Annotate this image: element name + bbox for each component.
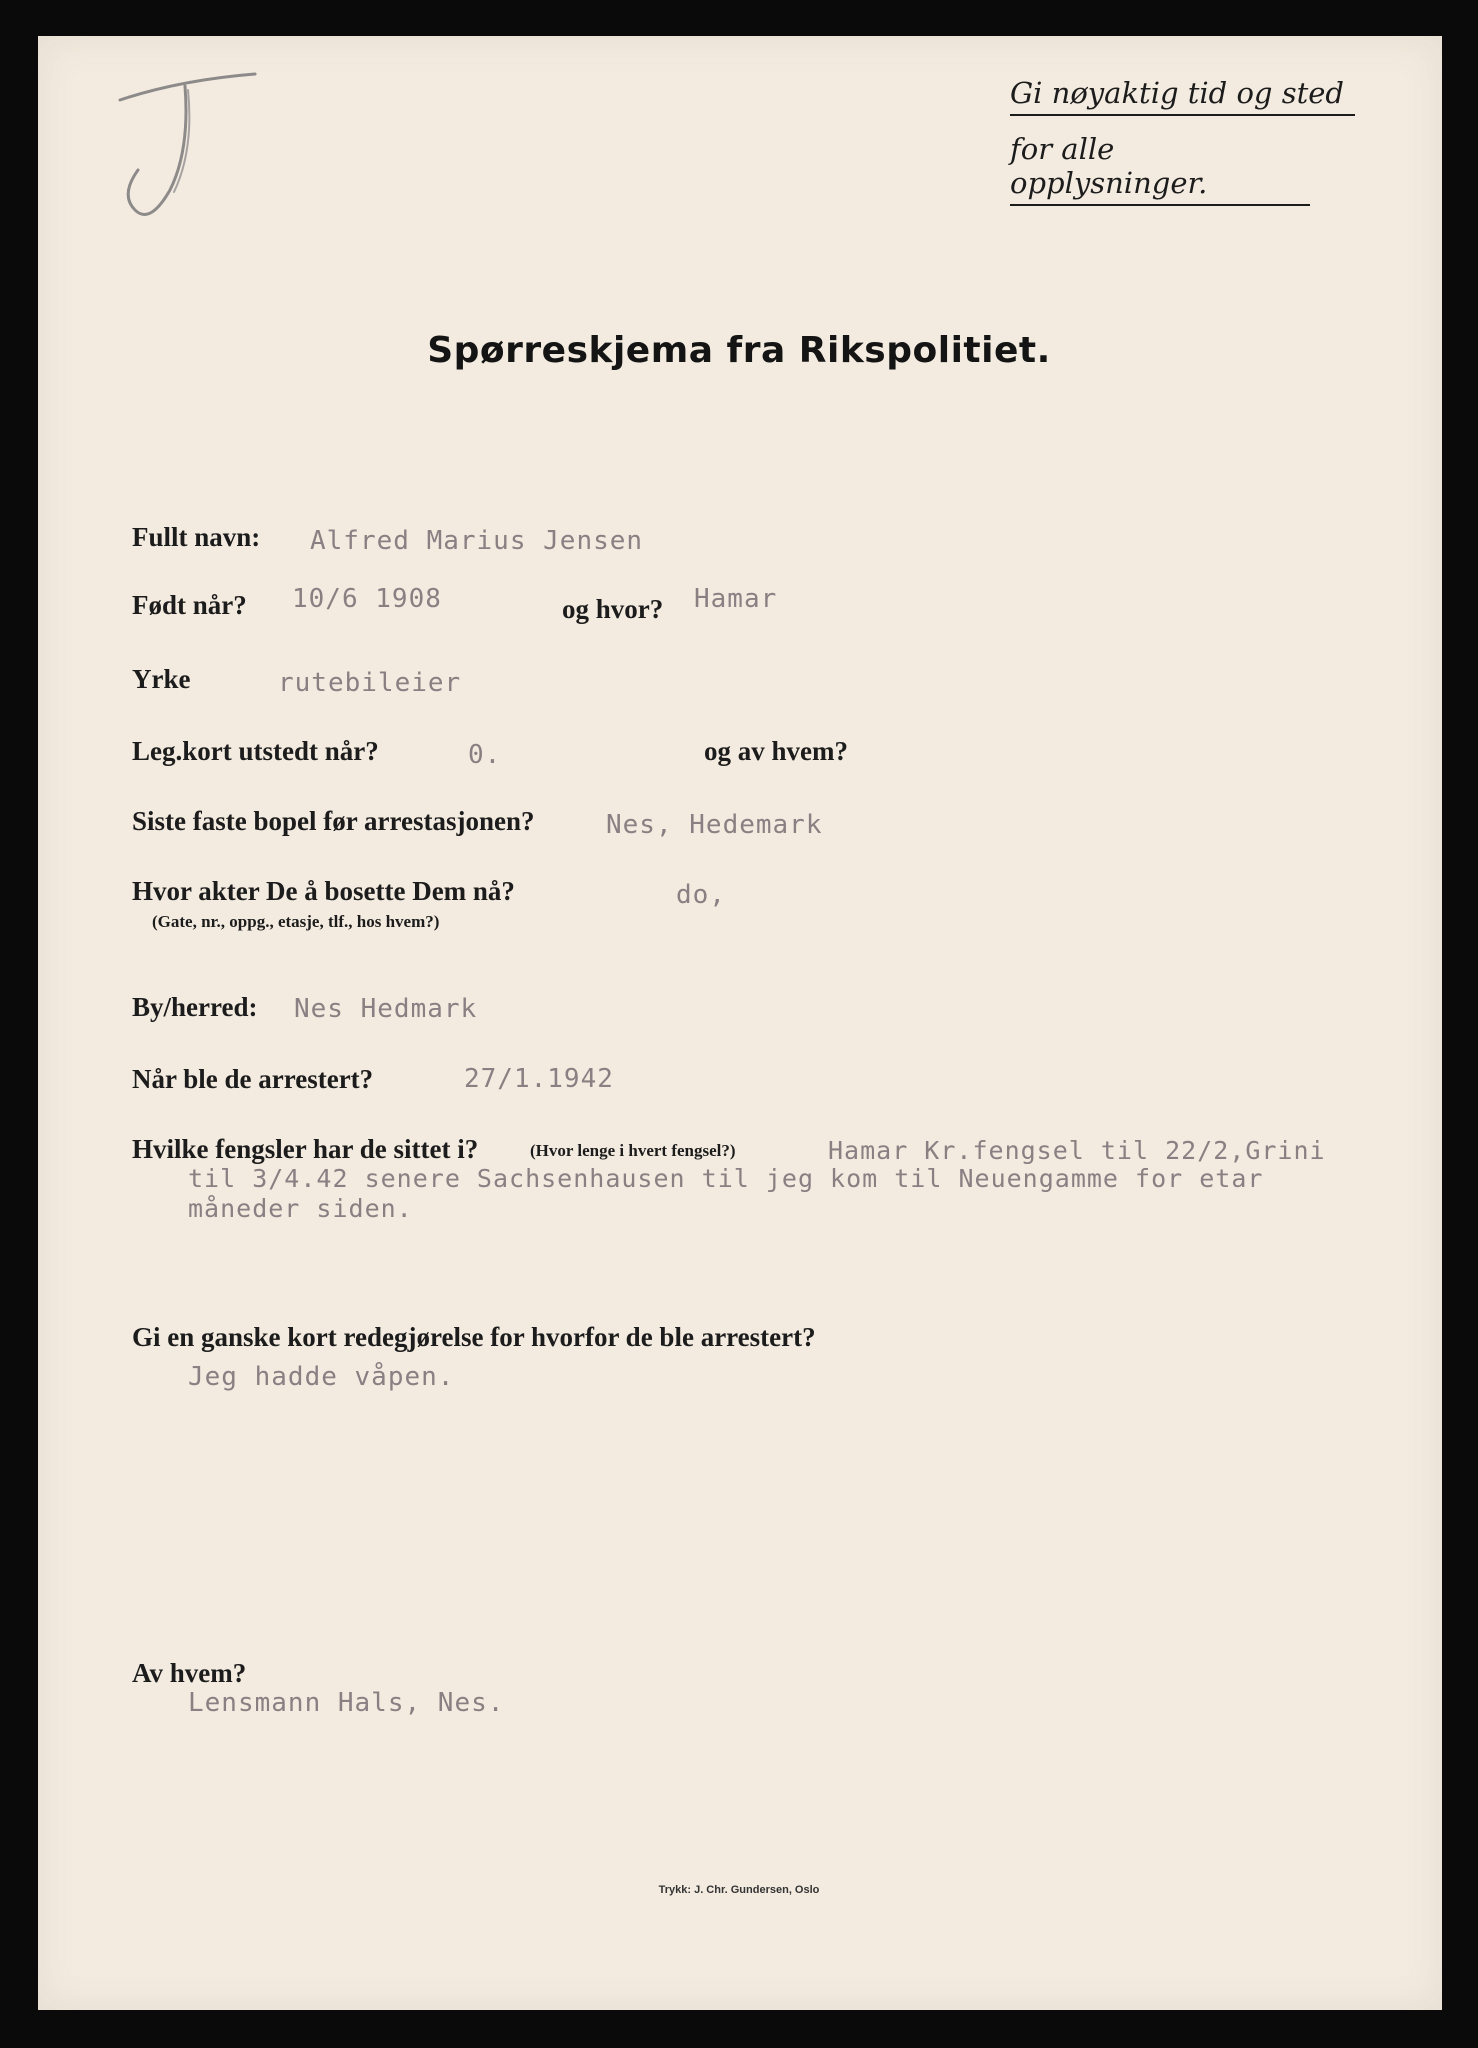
id-card-issued-label: Leg.kort utstedt når? [132, 736, 379, 766]
note-line-1: Gi nøyaktig tid og sted [1010, 70, 1355, 116]
prisons-label: Hvilke fengsler har de sittet i? [132, 1134, 479, 1164]
id-card-issuer-label: og av hvem? [704, 736, 848, 766]
born-where-label: og hvor? [562, 594, 664, 624]
municipality-value: Nes Hedmark [294, 994, 478, 1024]
arrest-date-label: Når ble de arrestert? [132, 1064, 374, 1094]
settle-where-label: Hvor akter De å bosette Dem nå? [132, 876, 515, 906]
reason-label: Gi en ganske kort redegjørelse for hvorfor de ble arrestert? [132, 1322, 816, 1352]
prisons-value-line-1: Hamar Kr.fengsel til 22/2,Grini [828, 1136, 1326, 1165]
prisons-value-line-2: til 3/4.42 senere Sachsenhausen til jeg kom til Neuengamme for etar [188, 1164, 1264, 1193]
form-title: Spørreskjema fra Rikspolitiet. [427, 330, 1051, 371]
printer-imprint: Trykk: J. Chr. Gundersen, Oslo [658, 1884, 820, 1896]
last-residence-value: Nes, Hedemark [606, 810, 823, 840]
prisons-sublabel: (Hvor lenge i hvert fengsel?) [530, 1141, 736, 1160]
full-name-value: Alfred Marius Jensen [310, 526, 644, 556]
last-residence-label: Siste faste bopel før arrestasjonen? [132, 806, 535, 836]
arrest-date-value: 27/1.1942 [464, 1064, 614, 1094]
handwritten-mark [90, 60, 270, 230]
reason-value: Jeg hadde våpen. [188, 1362, 455, 1392]
occupation-label: Yrke [132, 664, 191, 694]
prisons-value-line-3: måneder siden. [188, 1194, 413, 1223]
settle-where-sublabel: (Gate, nr., oppg., etasje, tlf., hos hvem?) [152, 912, 440, 931]
header-instruction-note [1010, 70, 1355, 206]
arrested-by-label: Av hvem? [132, 1658, 247, 1688]
note-line-2: for alle opplysninger. [1010, 126, 1310, 206]
born-when-label: Født når? [132, 590, 247, 620]
id-card-issued-value: 0. [468, 740, 502, 770]
settle-where-value: do, [676, 880, 726, 910]
full-name-label: Fullt navn: [132, 522, 261, 552]
occupation-value: rutebileier [278, 668, 462, 698]
born-when-value: 10/6 1908 [292, 584, 442, 614]
municipality-label: By/herred: [132, 992, 258, 1022]
born-where-value: Hamar [694, 584, 778, 614]
arrested-by-value: Lensmann Hals, Nes. [188, 1688, 505, 1718]
